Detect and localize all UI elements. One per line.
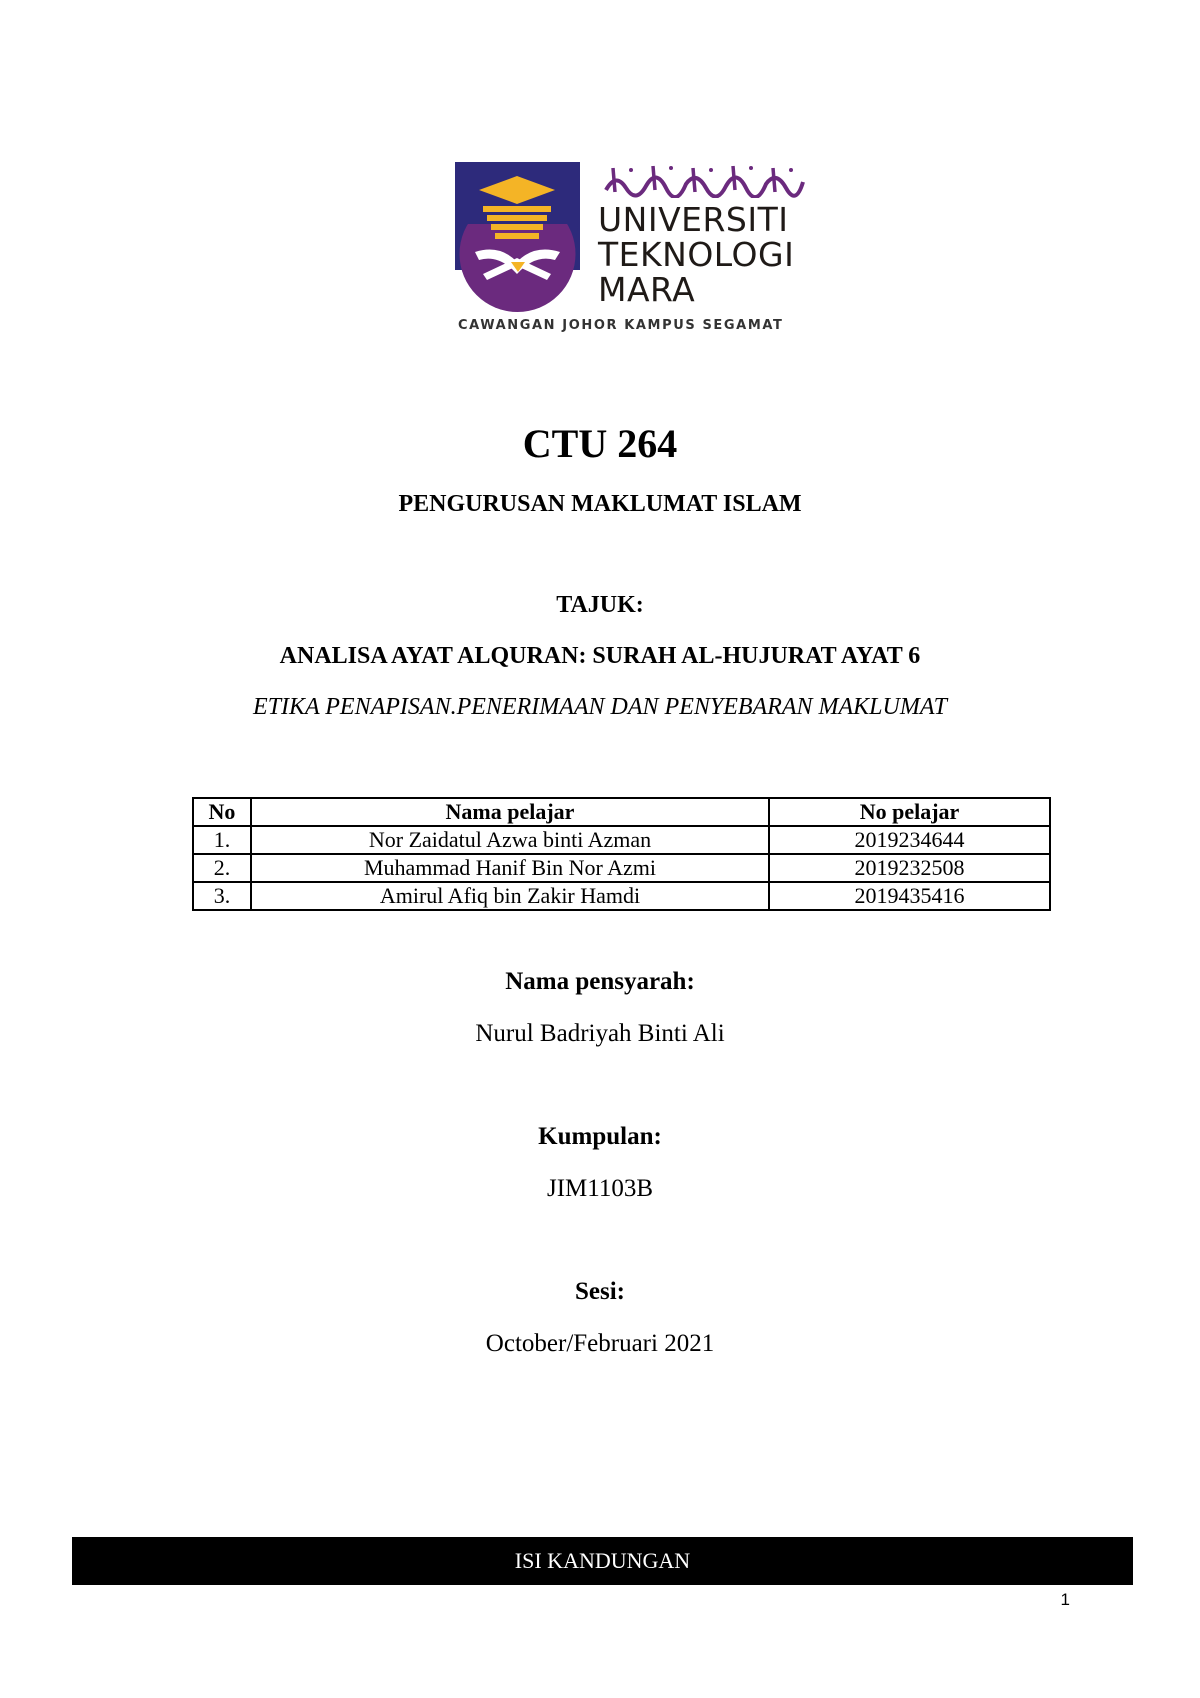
table-row bbox=[193, 854, 1050, 882]
row-no: 3. bbox=[193, 882, 251, 910]
session-value: October/Februari 2021 bbox=[485, 1330, 715, 1357]
arabic-script-logo bbox=[601, 162, 806, 198]
table-row bbox=[193, 882, 1050, 910]
header-no: No bbox=[193, 798, 251, 826]
topic-subtitle: ETIKA PENAPISAN.PENERIMAAN DAN PENYEBARAN MAKLUMAT bbox=[253, 694, 947, 720]
course-name: PENGURUSAN MAKLUMAT ISLAM bbox=[398, 491, 802, 517]
university-name-line: MARA bbox=[598, 270, 696, 309]
page-number: 1 bbox=[1060, 1590, 1070, 1609]
university-name-line: TEKNOLOGI bbox=[598, 235, 795, 274]
topic-title: ANALISA AYAT ALQURAN: SURAH AL-HUJURAT AYAT 6 bbox=[279, 643, 921, 669]
row-name: Nor Zaidatul Azwa binti Azman bbox=[251, 826, 769, 854]
table-of-contents-heading: ISI KANDUNGAN bbox=[72, 1537, 1133, 1585]
row-name: Muhammad Hanif Bin Nor Azmi bbox=[251, 854, 769, 882]
row-student-id: 2019435416 bbox=[769, 882, 1050, 910]
header-name: Nama pelajar bbox=[251, 798, 769, 826]
topic-label: TAJUK: bbox=[556, 592, 644, 618]
course-code: CTU 264 bbox=[522, 421, 678, 466]
university-name-line: UNIVERSITI bbox=[598, 200, 789, 239]
campus-name: CAWANGAN JOHOR KAMPUS SEGAMAT bbox=[458, 318, 784, 333]
table-header-row bbox=[193, 798, 1050, 826]
row-name: Amirul Afiq bin Zakir Hamdi bbox=[251, 882, 769, 910]
table-row bbox=[193, 826, 1050, 854]
lecturer-label: Nama pensyarah: bbox=[505, 968, 695, 995]
group-value: JIM1103B bbox=[546, 1175, 654, 1202]
header-student-id: No pelajar bbox=[769, 798, 1050, 826]
uitm-crest-icon bbox=[455, 162, 580, 312]
group-label: Kumpulan: bbox=[538, 1123, 662, 1150]
row-student-id: 2019232508 bbox=[769, 854, 1050, 882]
university-name bbox=[598, 202, 794, 307]
row-no: 1. bbox=[193, 826, 251, 854]
lecturer-name: Nurul Badriyah Binti Ali bbox=[475, 1020, 725, 1047]
session-label: Sesi: bbox=[575, 1278, 625, 1305]
students-table bbox=[192, 797, 1051, 911]
university-logo bbox=[455, 162, 815, 342]
row-no: 2. bbox=[193, 854, 251, 882]
row-student-id: 2019234644 bbox=[769, 826, 1050, 854]
